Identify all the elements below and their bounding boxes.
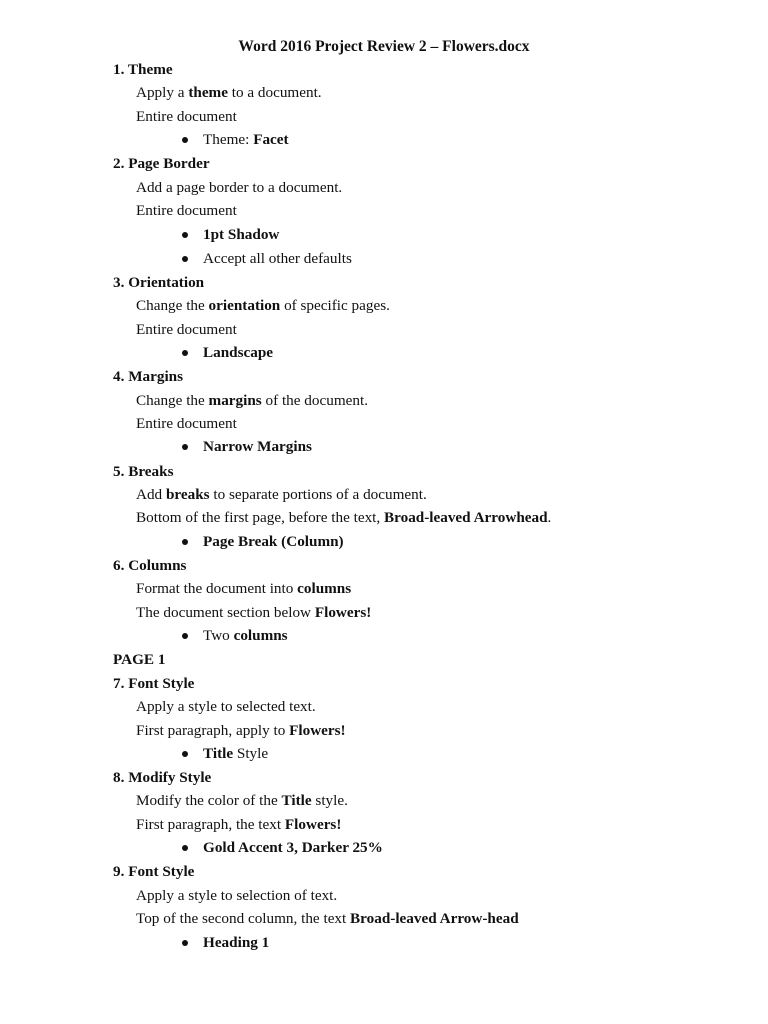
text-run: to a document. bbox=[227, 84, 322, 102]
review-section bbox=[0, 557, 768, 645]
instruction-paragraph bbox=[136, 604, 768, 622]
text-run: Format the document into bbox=[136, 580, 298, 598]
text-run: First paragraph, apply to bbox=[136, 721, 290, 739]
bullet-icon bbox=[182, 539, 188, 545]
bullet-icon bbox=[182, 137, 188, 143]
bullet-list bbox=[0, 745, 768, 763]
text-run: Bottom of the first page, before the text, bbox=[136, 509, 384, 527]
text-run: style. bbox=[311, 792, 348, 810]
bullet-icon bbox=[182, 350, 188, 356]
instruction-paragraph bbox=[136, 509, 768, 527]
text-run: Two bbox=[203, 627, 234, 645]
text-run: The document section below bbox=[136, 603, 315, 621]
instruction-paragraph bbox=[136, 580, 768, 598]
bold-text: Broad-leaved Arrow-head bbox=[350, 910, 519, 928]
text-run: Top of the second column, the text bbox=[136, 910, 351, 928]
bold-text: Heading 1 bbox=[203, 933, 270, 951]
review-section bbox=[0, 155, 768, 267]
bold-text: orientation bbox=[208, 297, 281, 315]
section-heading: 9. Font Style bbox=[113, 863, 195, 881]
bullet-icon bbox=[182, 940, 188, 946]
text-run: Apply a style to selected text. bbox=[136, 698, 316, 716]
bold-text: Gold Accent 3, Darker 25% bbox=[203, 839, 383, 857]
section-heading: 4. Margins bbox=[113, 368, 184, 386]
section-heading: 1. Theme bbox=[113, 61, 173, 78]
text-run: of the document. bbox=[261, 391, 368, 409]
instruction-paragraph bbox=[136, 910, 768, 928]
instruction-paragraph bbox=[136, 792, 768, 810]
bold-text: margins bbox=[208, 391, 262, 409]
bullet-list bbox=[0, 131, 768, 149]
bold-text: Title bbox=[281, 792, 312, 810]
instruction-paragraph bbox=[136, 202, 768, 220]
bullet-item bbox=[203, 839, 768, 857]
section-heading: 3. Orientation bbox=[113, 273, 205, 291]
text-run: Modify the color of the bbox=[136, 792, 282, 810]
bold-text: Flowers! bbox=[289, 721, 346, 739]
review-section bbox=[0, 274, 768, 362]
bullet-list bbox=[0, 627, 768, 645]
text-run: Apply a style to selection of text. bbox=[136, 886, 338, 904]
bullet-icon bbox=[182, 845, 188, 851]
bold-text: Landscape bbox=[203, 344, 274, 362]
section-heading: 8. Modify Style bbox=[113, 769, 212, 787]
text-run: Apply a bbox=[136, 84, 189, 102]
bold-text: Title bbox=[203, 744, 234, 762]
bullet-icon bbox=[182, 633, 188, 639]
bold-text: 1pt Shadow bbox=[203, 225, 280, 243]
bullet-item bbox=[203, 226, 768, 244]
instruction-paragraph bbox=[136, 297, 768, 315]
bold-text: Page Break (Column) bbox=[203, 532, 344, 550]
section-heading: PAGE 1 bbox=[113, 651, 166, 669]
bullet-icon bbox=[182, 751, 188, 757]
bold-text: breaks bbox=[165, 486, 210, 504]
bullet-item bbox=[203, 344, 768, 362]
bold-text: Flowers! bbox=[284, 815, 342, 833]
bullet-list bbox=[0, 438, 768, 456]
bullet-item bbox=[203, 131, 768, 149]
review-section bbox=[0, 863, 768, 951]
instruction-paragraph bbox=[136, 179, 768, 197]
section-heading: 5. Breaks bbox=[113, 462, 174, 480]
instruction-paragraph bbox=[136, 698, 768, 716]
text-run: Add a page border to a document. bbox=[136, 178, 343, 196]
text-run: Add bbox=[136, 486, 166, 504]
document-body bbox=[0, 61, 768, 952]
bullet-item bbox=[203, 934, 768, 952]
text-run: of specific pages. bbox=[280, 297, 390, 315]
text-run: Entire document bbox=[136, 320, 237, 338]
bullet-list bbox=[0, 934, 768, 952]
review-section bbox=[0, 675, 768, 763]
bullet-item bbox=[203, 438, 768, 456]
text-run: Entire document bbox=[136, 415, 237, 433]
bullet-item bbox=[203, 250, 768, 268]
instruction-paragraph bbox=[136, 887, 768, 905]
text-run: . bbox=[547, 509, 552, 527]
bold-text: columns bbox=[297, 580, 352, 598]
bold-text: Flowers! bbox=[314, 603, 372, 621]
bold-text: Narrow Margins bbox=[203, 438, 312, 456]
bullet-list bbox=[0, 226, 768, 268]
review-section bbox=[0, 769, 768, 857]
instruction-paragraph bbox=[136, 84, 768, 102]
bullet-list bbox=[0, 839, 768, 857]
bullet-item bbox=[203, 627, 768, 645]
review-section bbox=[0, 61, 768, 149]
bullet-icon bbox=[182, 256, 188, 262]
text-run: to separate portions of a document. bbox=[209, 486, 427, 504]
text-run: First paragraph, the text bbox=[136, 815, 285, 833]
bold-text: Broad-leaved Arrowhead bbox=[384, 509, 548, 527]
text-run: Entire document bbox=[136, 107, 237, 125]
bullet-item bbox=[203, 533, 768, 551]
bullet-item bbox=[203, 745, 768, 763]
document-title: Word 2016 Project Review 2 – Flowers.docx bbox=[238, 38, 530, 55]
text-run: Entire document bbox=[136, 202, 237, 220]
instruction-paragraph bbox=[136, 415, 768, 433]
text-run: Theme: bbox=[203, 131, 254, 149]
text-run: Change the bbox=[136, 297, 209, 315]
text-run: Accept all other defaults bbox=[203, 249, 352, 267]
instruction-paragraph bbox=[136, 392, 768, 410]
instruction-paragraph bbox=[136, 486, 768, 504]
section-heading: 2. Page Border bbox=[113, 155, 210, 173]
review-section bbox=[0, 368, 768, 456]
instruction-paragraph bbox=[136, 321, 768, 339]
bullet-list bbox=[0, 344, 768, 362]
review-section bbox=[0, 651, 768, 669]
instruction-paragraph bbox=[136, 108, 768, 126]
instruction-paragraph bbox=[136, 816, 768, 834]
bold-text: Facet bbox=[253, 131, 289, 149]
bold-text: theme bbox=[188, 84, 228, 102]
bullet-icon bbox=[182, 232, 188, 238]
bold-text: columns bbox=[233, 627, 288, 645]
text-run: Style bbox=[233, 744, 269, 762]
bullet-icon bbox=[182, 444, 188, 450]
instruction-paragraph bbox=[136, 722, 768, 740]
section-heading: 7. Font Style bbox=[113, 674, 195, 692]
review-section bbox=[0, 463, 768, 551]
section-heading: 6. Columns bbox=[113, 556, 187, 574]
bullet-list bbox=[0, 533, 768, 551]
text-run: Change the bbox=[136, 391, 209, 409]
